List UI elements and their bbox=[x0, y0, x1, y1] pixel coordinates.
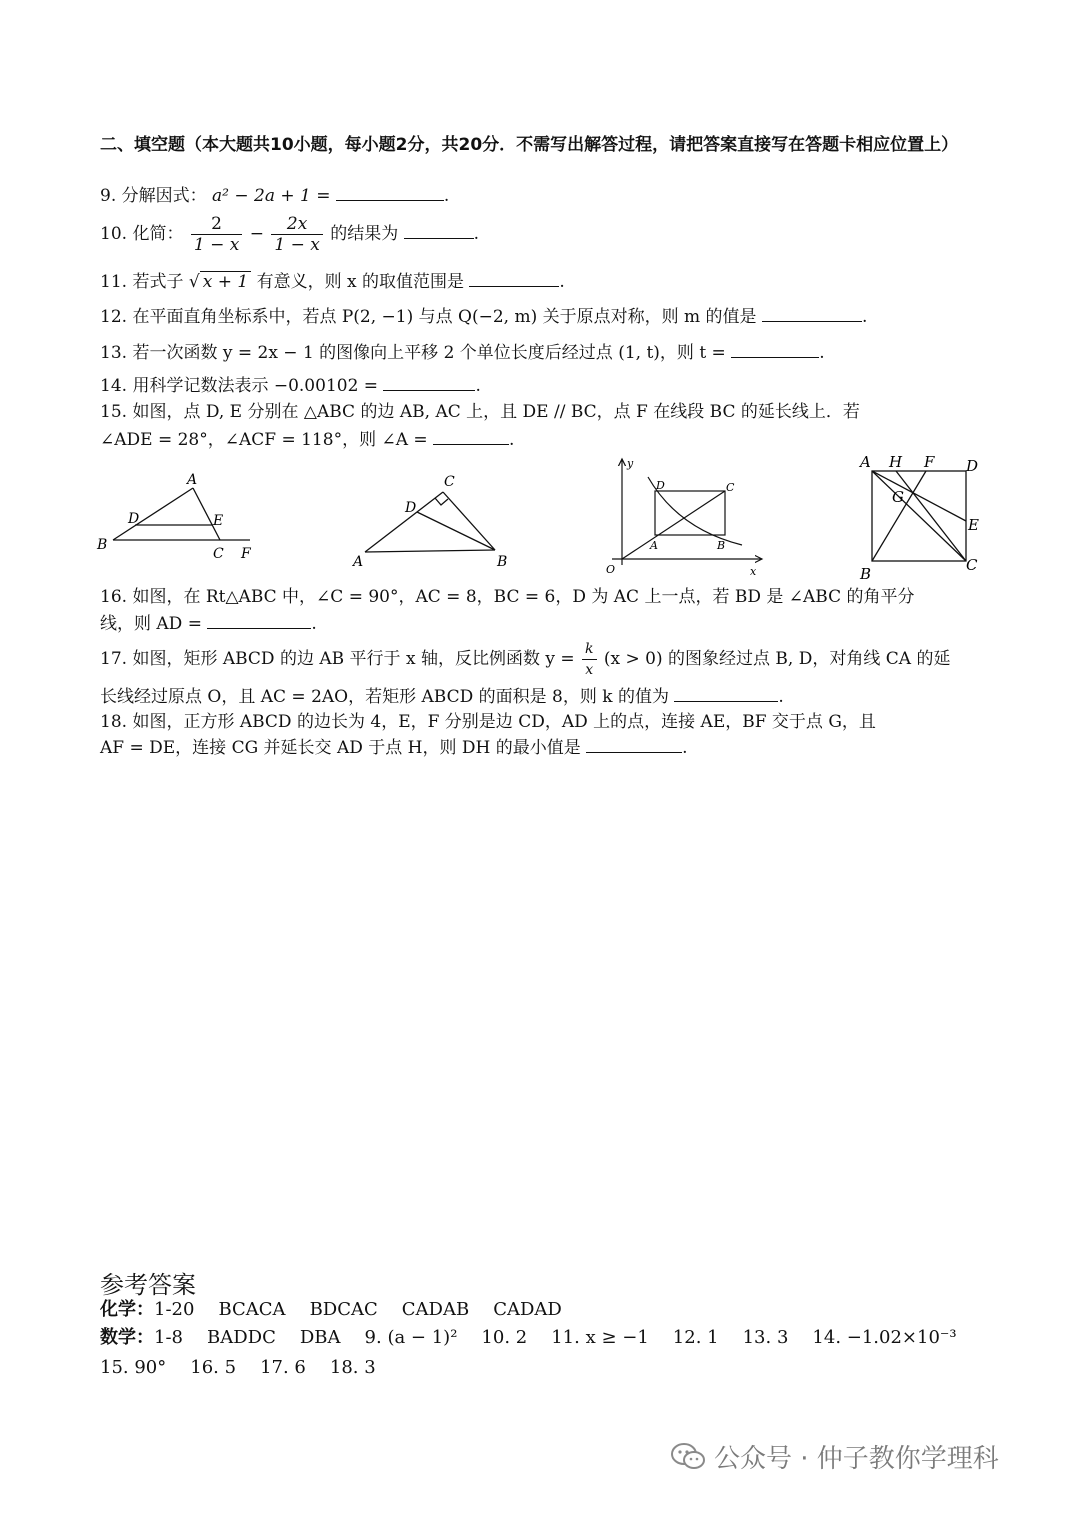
question-9: 9. 分解因式： a² − 2a + 1 = . bbox=[100, 186, 450, 206]
question-15-line-2: ∠ADE = 28°，∠ACF = 118°，则 ∠A = . bbox=[100, 430, 515, 450]
question-17-line-1: 17. 如图，矩形 ABCD 的边 AB 平行于 x 轴，反比例函数 y = $\frac{k}{x}$ (x > 0) 的图象经过点 B, D，对角线 CA 的延 bbox=[100, 641, 951, 678]
figure-15 bbox=[95, 470, 265, 580]
figure-16 bbox=[345, 470, 520, 580]
watermark bbox=[670, 1438, 999, 1475]
question-18-line-1: 18. 如图，正方形 ABCD 的边长为 4，E，F 分别是边 CD，AD 上的点，连接 AE，BF 交于点 G，且 bbox=[100, 712, 876, 732]
watermark-text: 公众号 · 仲子教你学理科 bbox=[714, 1444, 999, 1474]
label-f: F bbox=[241, 546, 251, 562]
label-a: A bbox=[353, 554, 364, 570]
figure-17 bbox=[600, 455, 770, 583]
label-d: D bbox=[128, 511, 140, 527]
label-a: A bbox=[650, 539, 658, 552]
label-b: B bbox=[97, 537, 108, 553]
label-d: D bbox=[966, 457, 979, 475]
answer-blank bbox=[731, 343, 819, 358]
answer-blank bbox=[469, 272, 559, 287]
answer-blank bbox=[433, 430, 509, 445]
question-12: 12. 在平面直角坐标系中，若点 P(2, −1) 与点 Q(−2, m) 关于原点对称，则 m 的值是 . bbox=[100, 307, 868, 327]
fraction-1: $\frac{2}{1 - x}$ bbox=[191, 214, 242, 255]
question-18-line-2: AF = DE，连接 CG 并延长交 AD 于点 H，则 DH 的最小值是 . bbox=[100, 738, 688, 758]
answer-blank bbox=[762, 307, 862, 322]
label-f: F bbox=[924, 455, 935, 471]
figures-row bbox=[0, 455, 1080, 585]
answer-blank bbox=[207, 614, 311, 629]
math-answers-line-1: 数学：1-8 BADDC DBA 9. (a − 1)² 10. 2 11. x ≥ −1 12. 1 13. 3 14. −1.02×10⁻³ bbox=[100, 1327, 957, 1348]
label-a: A bbox=[860, 455, 871, 471]
question-17-line-2: 长线经过原点 O，且 AC = 2AO，若矩形 ABCD 的面积是 8，则 k 的值为 . bbox=[100, 687, 784, 707]
label-d: D bbox=[405, 500, 417, 516]
label-c: C bbox=[726, 481, 735, 494]
label-b: B bbox=[717, 539, 726, 552]
label-e: E bbox=[968, 516, 979, 534]
fraction-2: $\frac{2x}{1 - x}$ bbox=[271, 214, 322, 255]
question-10: 10. 化简： $\frac{2}{1 - x}$ − $\frac{2x}{1 - x}$ 的结果为 . bbox=[100, 214, 480, 255]
label-g: G bbox=[892, 488, 904, 506]
answer-blank bbox=[674, 687, 778, 702]
label-c: C bbox=[213, 546, 224, 562]
answer-blank bbox=[586, 738, 682, 753]
question-13: 13. 若一次函数 y = 2x − 1 的图像向上平移 2 个单位长度后经过点 (1, t)，则 t = . bbox=[100, 343, 825, 363]
label-o: O bbox=[606, 563, 616, 576]
label-c: C bbox=[966, 556, 978, 574]
question-11: 11. 若式子 √ x + 1 有意义，则 x 的取值范围是 . bbox=[100, 272, 565, 292]
label-h: H bbox=[889, 455, 903, 471]
math-answers-line-2: 15. 90° 16. 5 17. 6 18. 3 bbox=[100, 1357, 376, 1378]
question-14: 14. 用科学记数法表示 −0.00102 = . bbox=[100, 376, 481, 396]
wechat-icon bbox=[670, 1442, 706, 1472]
question-16-line-2: 线，则 AD = . bbox=[100, 614, 317, 634]
square-root: x + 1 bbox=[200, 271, 251, 292]
label-x: x bbox=[750, 565, 757, 578]
answer-blank bbox=[336, 186, 444, 201]
label-b: B bbox=[497, 554, 508, 570]
fraction-k-x: $\frac{k}{x}$ bbox=[582, 639, 596, 680]
label-e: E bbox=[213, 513, 224, 529]
answers-title: 参考答案 bbox=[100, 1271, 196, 1299]
question-15-line-1: 15. 如图，点 D, E 分别在 △ABC 的边 AB, AC 上，且 DE // BC，点 F 在线段 BC 的延长线上．若 bbox=[100, 402, 860, 422]
label-d: D bbox=[656, 479, 665, 492]
label-c: C bbox=[444, 474, 455, 490]
section-heading: 二、填空题（本大题共10小题，每小题2分，共20分．不需写出解答过程，请把答案直接写在答题卡相应位置上） bbox=[100, 135, 959, 155]
answer-blank bbox=[404, 224, 474, 239]
answer-blank bbox=[383, 376, 475, 391]
label-a: A bbox=[187, 472, 198, 488]
question-16-line-1: 16. 如图，在 Rt△ABC 中，∠C = 90°，AC = 8，BC = 6，D 为 AC 上一点，若 BD 是 ∠ABC 的角平分 bbox=[100, 587, 915, 607]
label-b: B bbox=[860, 565, 872, 583]
chemistry-answers: 化学：1-20 BCACA BDCAC CADAB CADAD bbox=[100, 1299, 562, 1320]
figure-18 bbox=[852, 455, 992, 585]
label-y: y bbox=[627, 457, 634, 470]
